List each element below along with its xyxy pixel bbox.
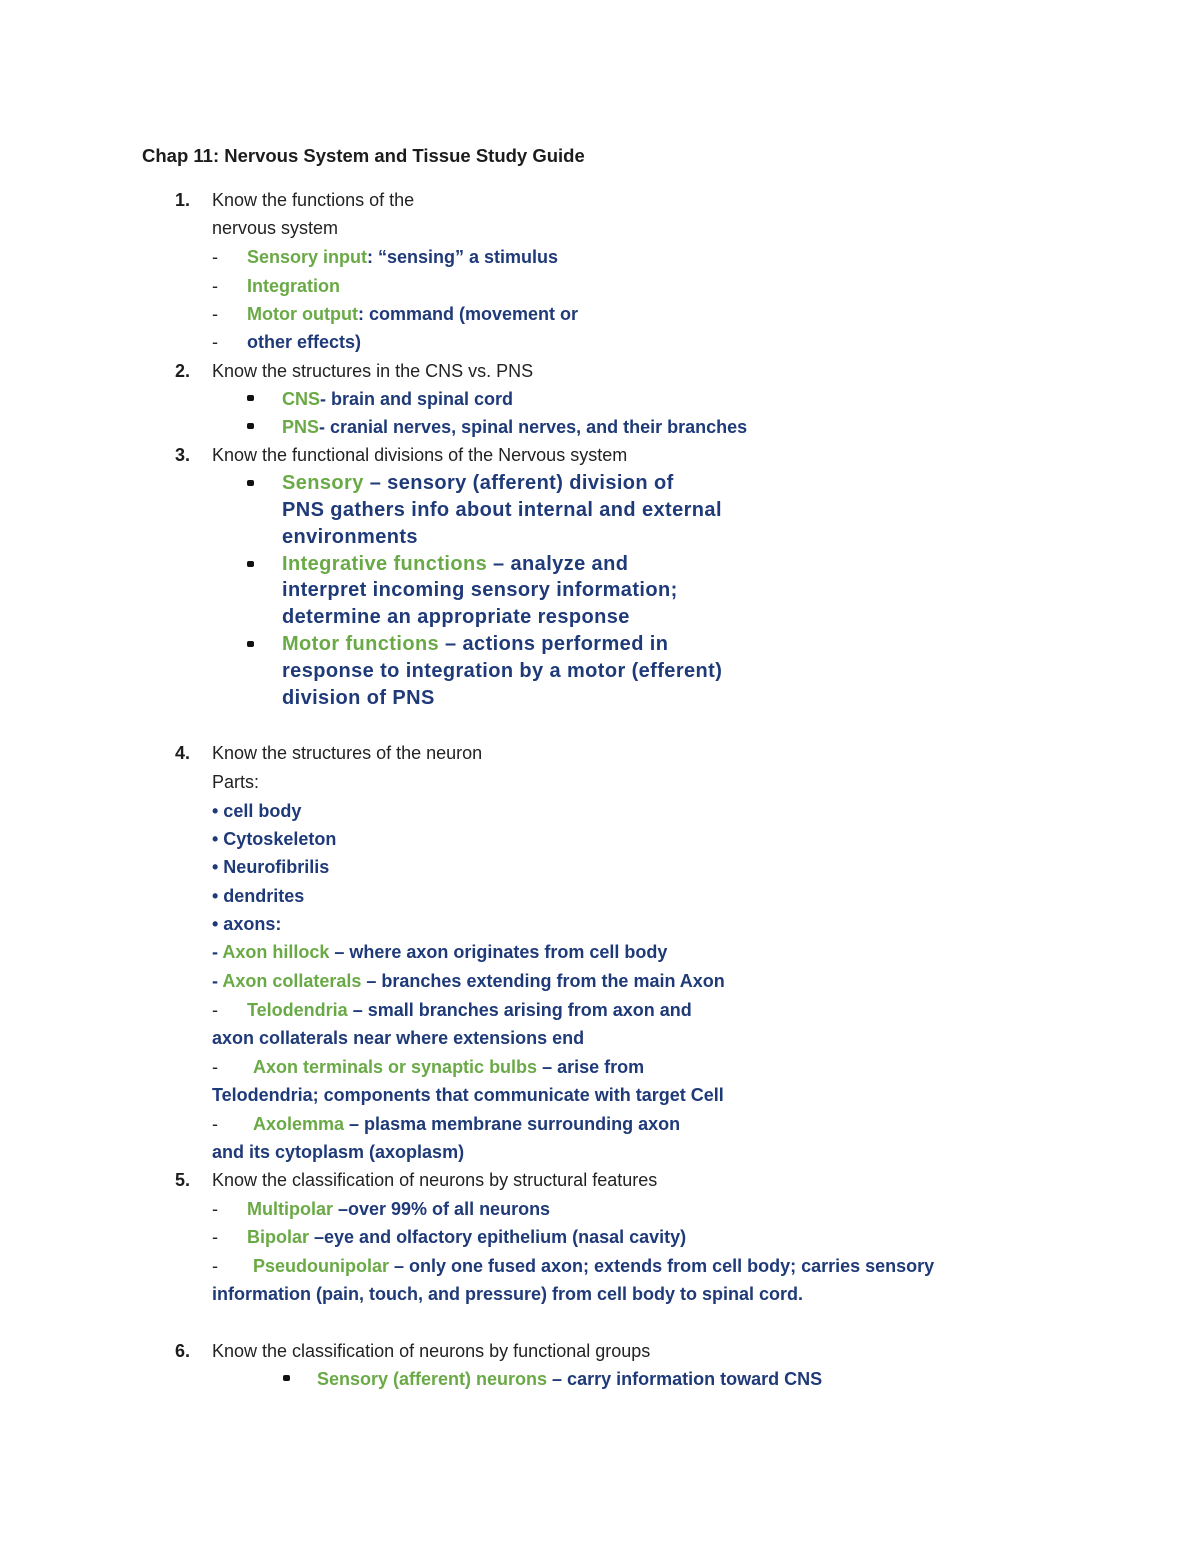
axon-item	[212, 1055, 645, 1079]
list-dash: -	[212, 942, 223, 962]
item-description: – analyze and	[487, 553, 629, 575]
bullet-square-icon	[247, 561, 254, 567]
section-1-item	[212, 245, 559, 269]
section-1-heading-line2: nervous system	[212, 218, 339, 238]
list-dash: -	[212, 971, 223, 991]
section-1-heading-line1: Know the functions of the	[212, 190, 415, 210]
section-4-heading: Know the structures of the neuron	[212, 743, 483, 763]
item-separator: :	[367, 247, 374, 267]
section-3-item-line: determine an appropriate response	[282, 606, 630, 628]
section-5-number: 5.	[175, 1170, 191, 1190]
section-2-number: 2.	[175, 361, 191, 381]
bullet-square-icon	[283, 1375, 290, 1381]
section-3-item-line: response to integration by a motor (efferent)	[282, 660, 723, 682]
section-3-item-line: division of PNS	[282, 687, 435, 709]
section-3-item-line	[282, 631, 668, 658]
item-separator: :	[357, 304, 364, 324]
section-2-heading: Know the structures in the CNS vs. PNS	[212, 361, 534, 381]
list-dash: -	[212, 1227, 218, 1247]
item-term: Sensory	[282, 472, 364, 494]
item-description: – branches extending from the main Axon	[361, 971, 725, 991]
section-5-item	[212, 1225, 687, 1249]
item-description: - cranial nerves, spinal nerves, and their branches	[319, 417, 748, 437]
bullet-square-icon	[247, 423, 254, 429]
section-5-item	[212, 1254, 935, 1278]
axon-item	[212, 969, 725, 993]
item-term: Axolemma	[253, 1114, 345, 1134]
section-5-item	[212, 1197, 551, 1221]
item-term: Integration	[247, 276, 340, 296]
list-dash: -	[212, 332, 218, 352]
item-term: Motor functions	[282, 633, 440, 655]
axon-item	[212, 940, 667, 964]
item-description: – carry information toward CNS	[547, 1369, 823, 1389]
section-5-item-continuation: information (pain, touch, and pressure) from cell body to spinal cord.	[212, 1284, 804, 1304]
item-term: Axon collaterals	[222, 971, 362, 991]
list-dash: -	[212, 304, 218, 324]
item-term: Axon hillock	[222, 942, 330, 962]
item-description: – only one fused axon; extends from cell body; carries sensory	[389, 1256, 935, 1276]
list-dash: -	[212, 1000, 218, 1020]
section-6-heading: Know the classification of neurons by functional groups	[212, 1341, 651, 1361]
list-dash: -	[212, 1256, 218, 1276]
section-3-item-line: PNS gathers info about internal and external	[282, 499, 722, 521]
section-3-item-line: interpret incoming sensory information;	[282, 579, 678, 601]
bullet-square-icon	[247, 480, 254, 486]
section-1-item	[212, 330, 362, 354]
axon-item	[212, 1112, 681, 1136]
part-item: • Cytoskeleton	[212, 829, 337, 849]
item-description: other effects)	[247, 332, 362, 352]
item-term: Axon terminals or synaptic bulbs	[253, 1057, 538, 1077]
section-3-item-line	[282, 551, 628, 578]
section-1-item	[212, 302, 578, 326]
item-term: Pseudounipolar	[253, 1256, 390, 1276]
part-item: • dendrites	[212, 886, 305, 906]
part-item: • cell body	[212, 801, 302, 821]
item-term: Bipolar	[247, 1227, 310, 1247]
list-dash: -	[212, 1199, 218, 1219]
list-dash: -	[212, 1114, 218, 1134]
item-description: – arise from	[537, 1057, 645, 1077]
bullet-square-icon	[247, 641, 254, 647]
section-2-item	[282, 415, 747, 439]
item-description: –eye and olfactory epithelium (nasal cavity)	[309, 1227, 687, 1247]
axon-item-continuation: axon collaterals near where extensions end	[212, 1028, 585, 1048]
item-description: - brain and spinal cord	[320, 389, 514, 409]
item-description: – sensory (afferent) division of	[363, 472, 674, 494]
section-3-number: 3.	[175, 445, 191, 465]
axon-item	[212, 998, 692, 1022]
item-description: – actions performed in	[439, 633, 669, 655]
part-item: • Neurofibrilis	[212, 857, 330, 877]
section-6-item	[317, 1367, 822, 1391]
section-6-number: 6.	[175, 1341, 191, 1361]
section-1-item	[212, 274, 340, 298]
bullet-square-icon	[247, 395, 254, 401]
item-term: Motor output	[247, 304, 358, 324]
item-term: CNS	[282, 389, 321, 409]
item-term: Multipolar	[247, 1199, 333, 1219]
list-dash: -	[212, 1057, 218, 1077]
parts-label: Parts:	[212, 772, 260, 792]
section-1-number: 1.	[175, 190, 191, 210]
item-term: Integrative functions	[282, 553, 488, 575]
item-description: command (movement or	[363, 304, 578, 324]
section-2-item	[282, 387, 513, 411]
section-3-heading: Know the functional divisions of the Nervous system	[212, 445, 628, 465]
item-description: “sensing” a stimulus	[373, 247, 559, 267]
item-description: – where axon originates from cell body	[329, 942, 668, 962]
item-term: Telodendria	[247, 1000, 348, 1020]
item-description: – small branches arising from axon and	[347, 1000, 692, 1020]
document-title: Chap 11: Nervous System and Tissue Study Guide	[142, 145, 585, 166]
item-term: Sensory input	[247, 247, 368, 267]
list-dash: -	[212, 276, 218, 296]
item-description: – plasma membrane surrounding axon	[344, 1114, 681, 1134]
item-term: Sensory (afferent) neurons	[317, 1369, 548, 1389]
section-3-item-line	[282, 470, 674, 497]
section-3-item-line: environments	[282, 526, 418, 548]
item-term: PNS	[282, 417, 320, 437]
list-dash: -	[212, 247, 218, 267]
item-description: –over 99% of all neurons	[333, 1199, 551, 1219]
part-item: • axons:	[212, 914, 282, 934]
axon-item-continuation: Telodendria; components that communicate with target Cell	[212, 1085, 724, 1105]
axon-item-continuation: and its cytoplasm (axoplasm)	[212, 1142, 465, 1162]
section-5-heading: Know the classification of neurons by structural features	[212, 1170, 658, 1190]
section-4-number: 4.	[175, 743, 191, 763]
